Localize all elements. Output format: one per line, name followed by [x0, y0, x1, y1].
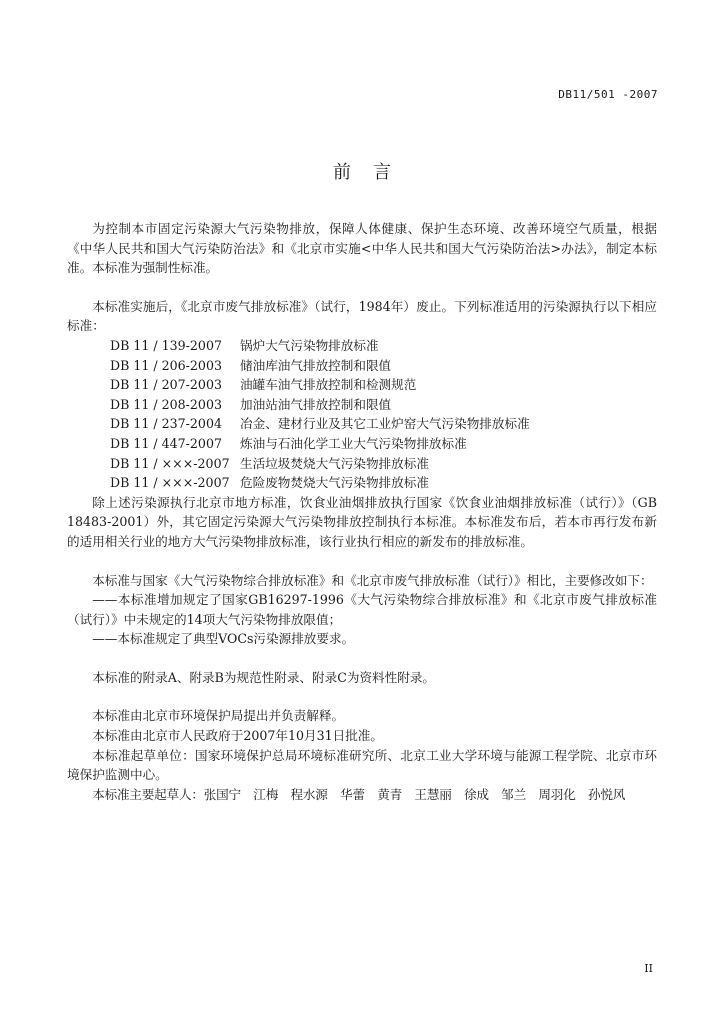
standard-item [67, 375, 657, 395]
standard-code: DB 11 / 207-2003 [110, 377, 222, 393]
paragraph-purpose: 为控制本市固定污染源大气污染物排放，保障人体健康、保护生态环境、改善环境空气质量，根据《中华人民共和国大气污染防治法》和《北京市实施<中华人民共和国大气污染防治法>办法》，制定本标准。本标准为强制性标准。 [67, 221, 657, 276]
standard-item [67, 336, 657, 356]
standard-code-header: DB11/501 -2007 [558, 88, 658, 101]
standard-name: 锅炉大气污染物排放标准 [240, 337, 379, 353]
standard-code: DB 11 / ×××-2007 [110, 455, 230, 471]
paragraph-proposer: 本标准由北京市环境保护局提出并负责解释。 [92, 708, 345, 724]
standard-code: DB 11 / 237-2004 [110, 416, 222, 432]
paragraph-supersede: 本标准实施后，《北京市废气排放标准》（试行，1984年）废止。下列标准适用的污染源执行以下相应标准： [67, 298, 657, 334]
paragraph-gap [67, 687, 657, 706]
standard-item [67, 395, 657, 415]
standard-name: 冶金、建材行业及其它工业炉窑大气污染物排放标准 [240, 416, 530, 432]
standard-code: DB 11 / 208-2003 [110, 396, 222, 412]
paragraph-annexes: 本标准的附录A、附录B为规范性附录、附录C为资料性附录。 [92, 669, 436, 685]
paragraph-change-item: ——本标准规定了典型VOCs污染源排放要求。 [92, 631, 355, 647]
standard-name: 生活垃圾焚烧大气污染物排放标准 [240, 455, 429, 471]
standard-name: 储油库油气排放控制和限值 [240, 357, 392, 373]
standards-list [67, 336, 657, 493]
standard-name: 危险废物焚烧大气污染物排放标准 [240, 475, 429, 491]
paragraph-changes-intro: 本标准与国家《大气污染物综合排放标准》和《北京市废气排放标准（试行）》相比，主要修改如下： [92, 572, 653, 588]
foreword-body [67, 219, 657, 804]
paragraph-drafting-units: 本标准起草单位：国家环境保护总局环境标准研究所、北京工业大学环境与能源工程学院、北京市环境保护监测中心。 [67, 747, 657, 783]
standard-code: DB 11 / 447-2007 [110, 435, 222, 451]
standard-item [67, 473, 657, 493]
paragraph-gap [67, 278, 657, 297]
standard-item [67, 434, 657, 454]
paragraph-approval: 本标准由北京市人民政府于2007年10月31日批准。 [92, 728, 383, 744]
standard-name: 炼油与石油化学工业大气污染物排放标准 [240, 435, 467, 451]
paragraph-scope: 除上述污染源执行北京市地方标准，饮食业油烟排放执行国家《饮食业油烟排放标准（试行）》（GB 18483-2001）外，其它固定污染源大气污染物排放控制执行本标准。本标准发布后，若本市再行发布新的适用相关行业的地方大气污染物排放标准，该行业执行相应的新发布的排放标准。 [67, 494, 657, 549]
standard-code: DB 11 / 139-2007 [110, 337, 222, 353]
standard-item [67, 414, 657, 434]
paragraph-gap [67, 552, 657, 571]
paragraph-drafters: 本标准主要起草人：张国宁 江梅 程水源 华蕾 黄青 王慧丽 徐成 邹兰 周羽化 孙悦风 [92, 786, 626, 802]
page-title: 前言 [333, 162, 413, 183]
standard-name: 油罐车油气排放控制和检测规范 [240, 377, 417, 393]
standard-item [67, 454, 657, 474]
standard-item [67, 356, 657, 376]
page-number: II [644, 962, 653, 975]
standard-name: 加油站油气排放控制和限值 [240, 396, 392, 412]
paragraph-gap [67, 649, 657, 668]
paragraph-change-item: ——本标准增加规定了国家GB16297-1996《大气污染物综合排放标准》和《北京市废气排放标准（试行）》中未规定的14项大气污染物排放限值； [67, 592, 657, 627]
standard-code: DB 11 / ×××-2007 [110, 475, 230, 491]
standard-code: DB 11 / 206-2003 [110, 357, 222, 373]
